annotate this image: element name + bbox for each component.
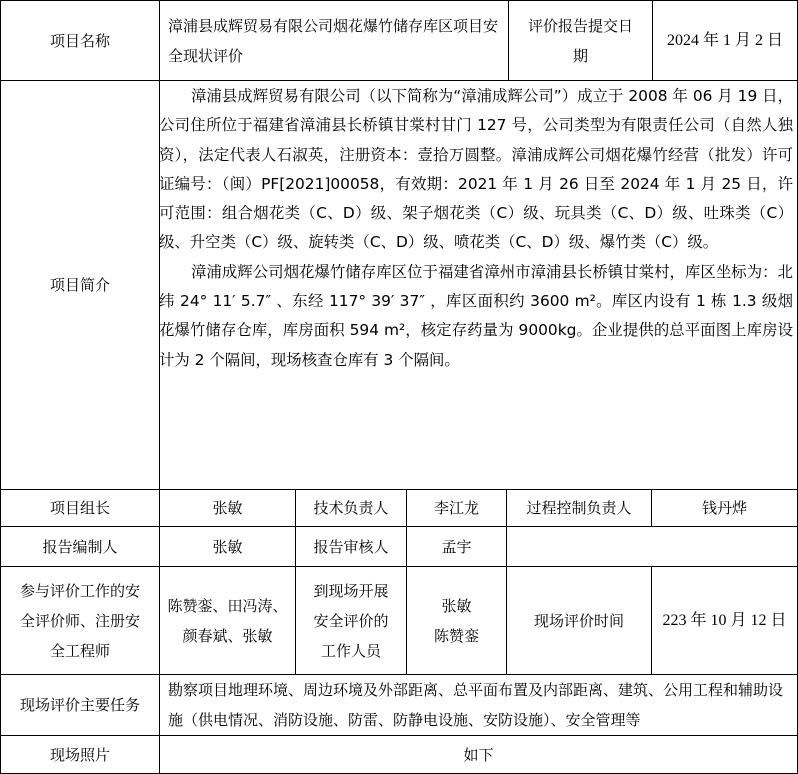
onsite-staff-label-line: 工作人员 — [320, 641, 381, 660]
team-leader-label: 项目组长 — [49, 499, 110, 517]
evaluators-names-line: 陈赞銮、田冯涛、 — [167, 596, 288, 615]
report-date-value: 2024 年 1 月 2 日 — [666, 31, 783, 49]
onsite-time-value: 223 年 10 月 12 日 — [662, 611, 787, 629]
report-date-label: 评价报告提交日期 — [527, 16, 633, 65]
site-photos-value: 如下 — [463, 745, 494, 764]
report-reviewer-value: 孟宇 — [441, 537, 472, 556]
main-tasks-value: 勘察项目地理环境、周边环境及外部距离、总平面布置及内部距离、建筑、公用工程和辅助设施（供电情况、消防设施、防雷、防静电设施、安防设施）、安全管理等 — [168, 681, 784, 729]
process-control-value: 钱丹烨 — [701, 499, 747, 517]
evaluators-label-line: 全评价师、注册安 — [19, 611, 140, 630]
evaluators-names-line: 颜春斌、张敏 — [182, 626, 273, 645]
team-leader-value: 张敏 — [212, 499, 243, 517]
evaluators-label — [1, 567, 159, 674]
onsite-staff-label — [296, 567, 406, 674]
onsite-staff-name: 张敏 — [441, 596, 472, 615]
report-author-value: 张敏 — [212, 537, 243, 556]
onsite-staff-names — [407, 567, 506, 674]
report-reviewer-label: 报告审核人 — [313, 537, 389, 556]
process-control-label: 过程控制负责人 — [526, 499, 632, 517]
project-name-value: 漳浦县成辉贸易有限公司烟花爆竹储存库区项目安全现状评价 — [168, 16, 499, 65]
summary-paragraph: 漳浦成辉公司烟花爆竹储存库区位于福建省漳州市漳浦县长桥镇甘棠村，库区坐标为：北纬 24° 11′ 5.7″ 、东经 117° 39′ 37″ ，库区面积约 3600 m²。库区内设有 1 栋 1.3 级烟花爆竹储存仓库，库房面积 594 m²，核定存药量为 9000kg。企业提供的总平面图上库房设计为 2 个隔间，现场核查仓库有 3 个隔间。 — [159, 262, 793, 369]
project-name-label: 项目名称 — [49, 31, 110, 50]
tech-lead-value: 李江龙 — [433, 499, 479, 517]
evaluators-names — [160, 567, 295, 674]
project-summary — [159, 82, 793, 375]
site-photos-label: 现场照片 — [49, 745, 110, 764]
onsite-staff-label-line: 安全评价的 — [313, 611, 389, 630]
report-author-label: 报告编制人 — [42, 537, 118, 556]
onsite-staff-name: 陈赞銮 — [433, 626, 479, 645]
project-summary-label: 项目简介 — [49, 276, 110, 294]
main-tasks-label: 现场评价主要任务 — [19, 696, 140, 714]
tech-lead-label: 技术负责人 — [313, 499, 389, 517]
onsite-staff-label-line: 到现场开展 — [313, 581, 389, 600]
onsite-time-label: 现场评价时间 — [533, 611, 624, 630]
evaluators-label-line: 全工程师 — [49, 641, 110, 660]
evaluators-label-line: 参与评价工作的安 — [19, 581, 140, 600]
summary-paragraph: 漳浦县成辉贸易有限公司（以下简称为“漳浦成辉公司”）成立于 2008 年 06 月 19 日，公司住所位于福建省漳浦县长桥镇甘棠村甘门 127 号，公司类型为有限责任公司（自然人独资），法定代表人石淑英，注册资本：壹拾万圆整。漳浦成辉公司烟花爆竹经营（批发）许可证编号：（闽）PF[2021]00058，有效期：2021 年 1 月 26 日至 2024 年 1 月 25 日，许可范围：组合烟花类（C、D）级、架子烟花类（C）级、玩具类（C、D）级、吐珠类（C）级、升空类（C）级、旋转类（C、D）级、喷花类（C、D）级、爆竹类（C）级。 — [159, 87, 793, 252]
